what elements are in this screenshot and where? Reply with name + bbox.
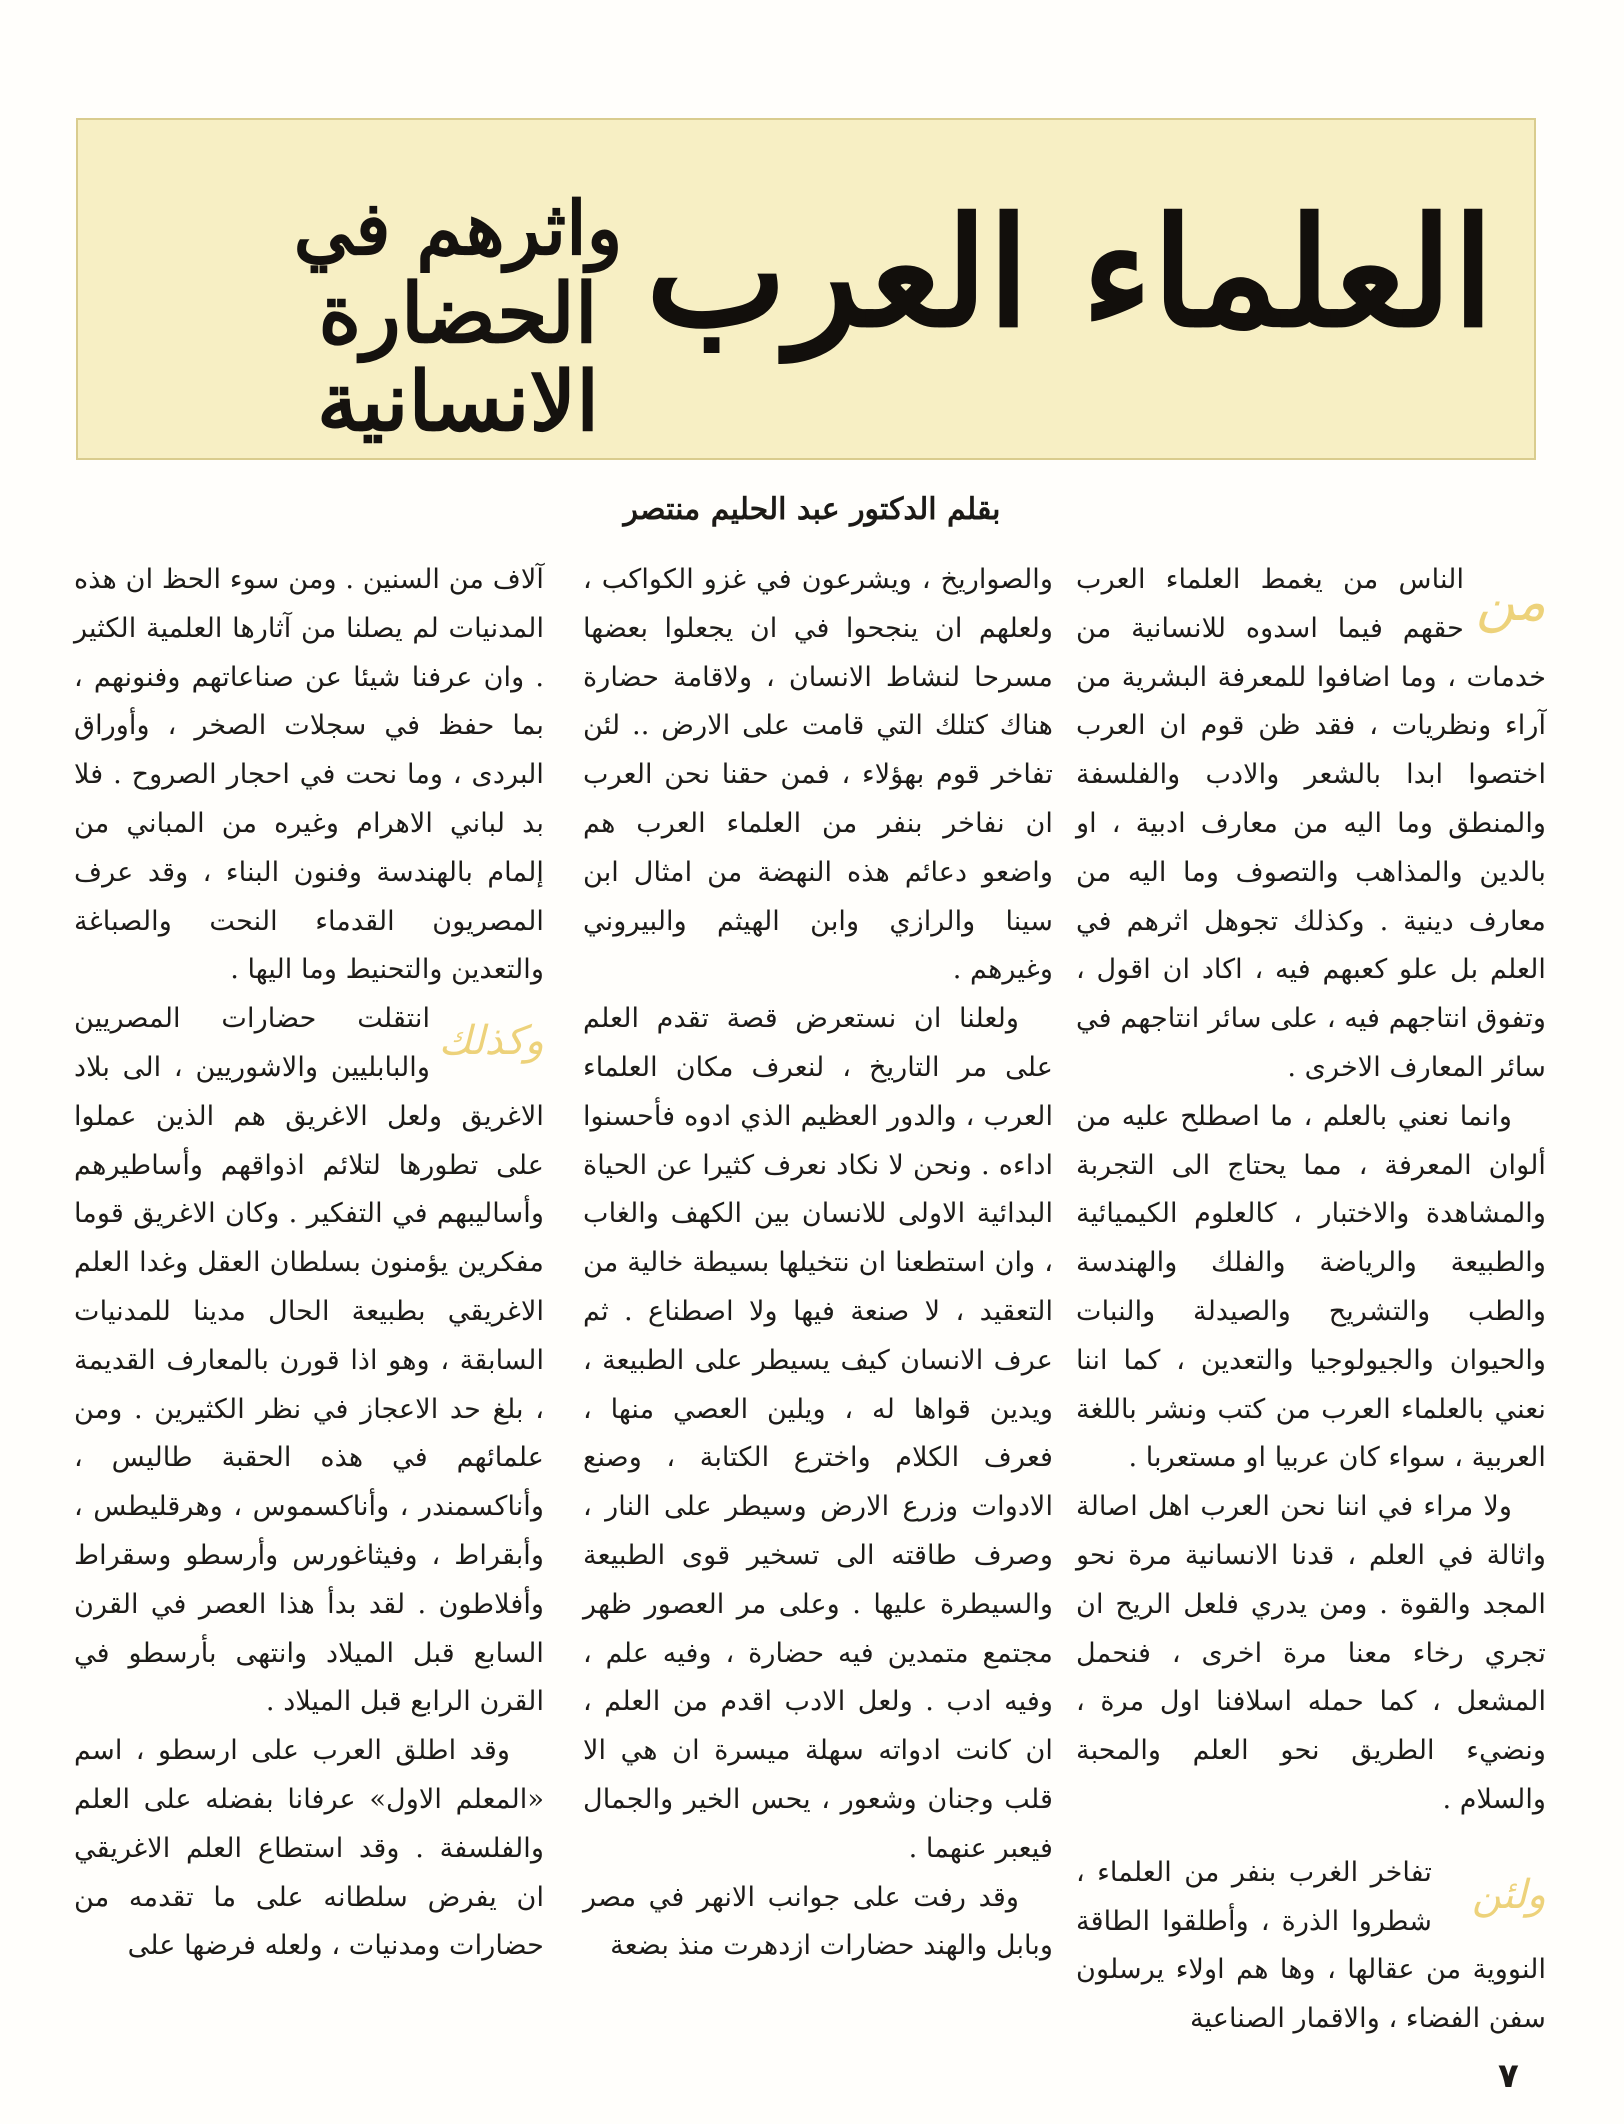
paragraph: وقد اطلق العرب على ارسطو ، اسم «المعلم الاول» عرفانا بفضله على العلم والفلسفة . وقد استطاع العلم الاغريقي ان يفرض سلطانه على ما تقدمه من حضارات ومدنيات ، ولعله فرضها على [74, 1735, 544, 1962]
article-title: العلماء العرب [645, 185, 1494, 361]
paragraph-with-initial [74, 995, 544, 1727]
paragraph: الناس من يغمط العلماء العرب حقهم فيما اسدوه للانسانية من خدمات ، وما اضافوا للمعرفة البشرية من آراء ونظريات ، فقد ظن قوم ان العرب اختصوا ابدا بالشعر والادب والفلسفة والمنطق وما اليه من معارف ادبية ، او بالدين والمذاهب والتصوف وما اليه من معارف دينية . وكذلك تجوهل اثرهم في العلم بل علو كعبهم فيه ، اكاد ان اقول ، وتفوق انتاجهم فيه ، على سائر انتاجهم في سائر المعارف الاخرى . [1076, 564, 1546, 1083]
column-right [1076, 556, 1546, 2035]
paragraph: وانما نعني بالعلم ، ما اصطلح عليه من ألوان المعرفة ، مما يحتاج الى التجربة والمشاهدة والاختبار ، كالعلوم الكيميائية والطبيعة والرياضة والفلك والهندسة والطب والتشريح والصيدلة والنبات والحيوان والجيولوجيا والتعدين ، كما اننا نعني بالعلماء العرب من كتب ونشر باللغة العربية ، سواء كان عربيا او مستعربا . [1076, 1100, 1546, 1474]
paragraph: وقد رفت على جوانب الانهر في مصر وبابل والهند حضارات ازدهرت منذ بضعة [583, 1881, 1053, 1962]
paragraph-text: تفاخر الغرب بنفر من العلماء ، شطروا الذرة ، وأطلقوا الطاقة النووية من عقالها ، وها هم اولاء يرسلون سفن الفضاء ، والاقمار الصناعية [1076, 1856, 1546, 2035]
ornamental-initial: من [1475, 570, 1546, 633]
paragraph-text: انتقلت حضارات المصريين والبابليين والاشوريين ، الى بلاد الاغريق ولعل الاغريق هم الذين عملوا على تطورها لتلائم اذواقهم وأساطيرهم وأساليبهم في التفكير . وكان الاغريق قوما مفكرين يؤمنون بسلطان العقل وغدا العلم الاغريقي بطبيعة الحال مدينا للمدنيات السابقة ، وهو اذا قورن بالمعارف القديمة ، بلغ حد الاعجاز في نظر الكثيرين . ومن علمائهم في هذه الحقبة طاليس ، وأناكسمندر ، وأناكسموس ، وهرقليطس ، وأبقراط ، وفيثاغورس وأرسطو وسقراط وأفلاطون . لقد بدأ هذا العصر في القرن السابع قبل الميلاد وانتهى بأرسطو في القرن الرابع قبل الميلاد . [74, 1003, 544, 1718]
ornamental-initial: وكذلك [438, 1018, 544, 1065]
subtitle-line-1: واثرهم في [293, 186, 623, 272]
paragraph-with-initial [1076, 1849, 1546, 2044]
paragraph: آلاف من السنين . ومن سوء الحظ ان هذه المدنيات لم يصلنا من آثارها العلمية الكثير . وان عرفنا شيئا عن صناعاتهم وفنونهم ، بما حفظ في سجلات الصخر ، وأوراق البردى ، وما نحت في احجار الصروح . فلا بد لباني الاهرام وغيره من المباني من إلمام بالهندسة وفنون البناء ، وقد عرف المصريون القدماء النحت والصباغة والتعدين والتحنيط وما اليها . [74, 564, 544, 986]
article-subtitle [178, 186, 738, 451]
column-left [74, 556, 544, 1976]
author-byline: بقلم الدكتور عبد الحليم منتصر [623, 492, 1001, 527]
subtitle-line-2: الحضارة الانسانية [316, 265, 600, 451]
title-banner [76, 118, 1536, 460]
ornamental-initial: ولئن [1471, 1871, 1546, 1918]
paragraph: ولعلنا ان نستعرض قصة تقدم العلم على مر التاريخ ، لنعرف مكان العلماء العرب ، والدور العظيم الذي ادوه فأحسنوا اداءه . ونحن لا نكاد نعرف كثيرا عن الحياة البدائية الاولى للانسان بين الكهف والغاب ، وان استطعنا ان نتخيلها بسيطة خالية من التعقيد ، لا صنعة فيها ولا اصطناع . ثم عرف الانسان كيف يسيطر على الطبيعة ، ويدين قواها له ، ويلين العصي منها ، فعرف الكلام واخترع الكتابة ، وصنع الادوات وزرع الارض وسيطر على النار ، وصرف طاقته الى تسخير قوى الطبيعة والسيطرة عليها . وعلى مر العصور ظهر مجتمع متمدين فيه حضارة ، وفيه علم ، وفيه ادب . ولعل الادب اقدم من العلم ، ان كانت ادواته سهلة ميسرة ان هي الا قلب وجنان وشعور ، يحس الخير والجمال فيعبر عنهما . [583, 1003, 1053, 1864]
column-middle [583, 556, 1053, 1976]
paragraph: والصواريخ ، ويشرعون في غزو الكواكب ، ولعلهم ان ينجحوا في ان يجعلوا بعضها مسرحا لنشاط الانسان ، ولاقامة حضارة هناك كتلك التي قامت على الارض .. لئن تفاخر قوم بهؤلاء ، فمن حقنا نحن العرب ان نفاخر بنفر من العلماء العرب هم واضعو دعائم هذه النهضة من امثال ابن سينا والرازي وابن الهيثم والبيروني وغيرهم . [583, 564, 1053, 986]
paragraph: ولا مراء في اننا نحن العرب اهل اصالة واثالة في العلم ، قدنا الانسانية مرة نحو المجد والقوة . ومن يدري فلعل الريح ان تجري رخاء معنا مرة اخرى ، فنحمل المشعل ، كما حمله اسلافنا اول مرة ، ونضيء الطريق نحو العلم والمحبة والسلام . [1076, 1491, 1546, 1815]
page-number: ٧ [1498, 2056, 1519, 2096]
